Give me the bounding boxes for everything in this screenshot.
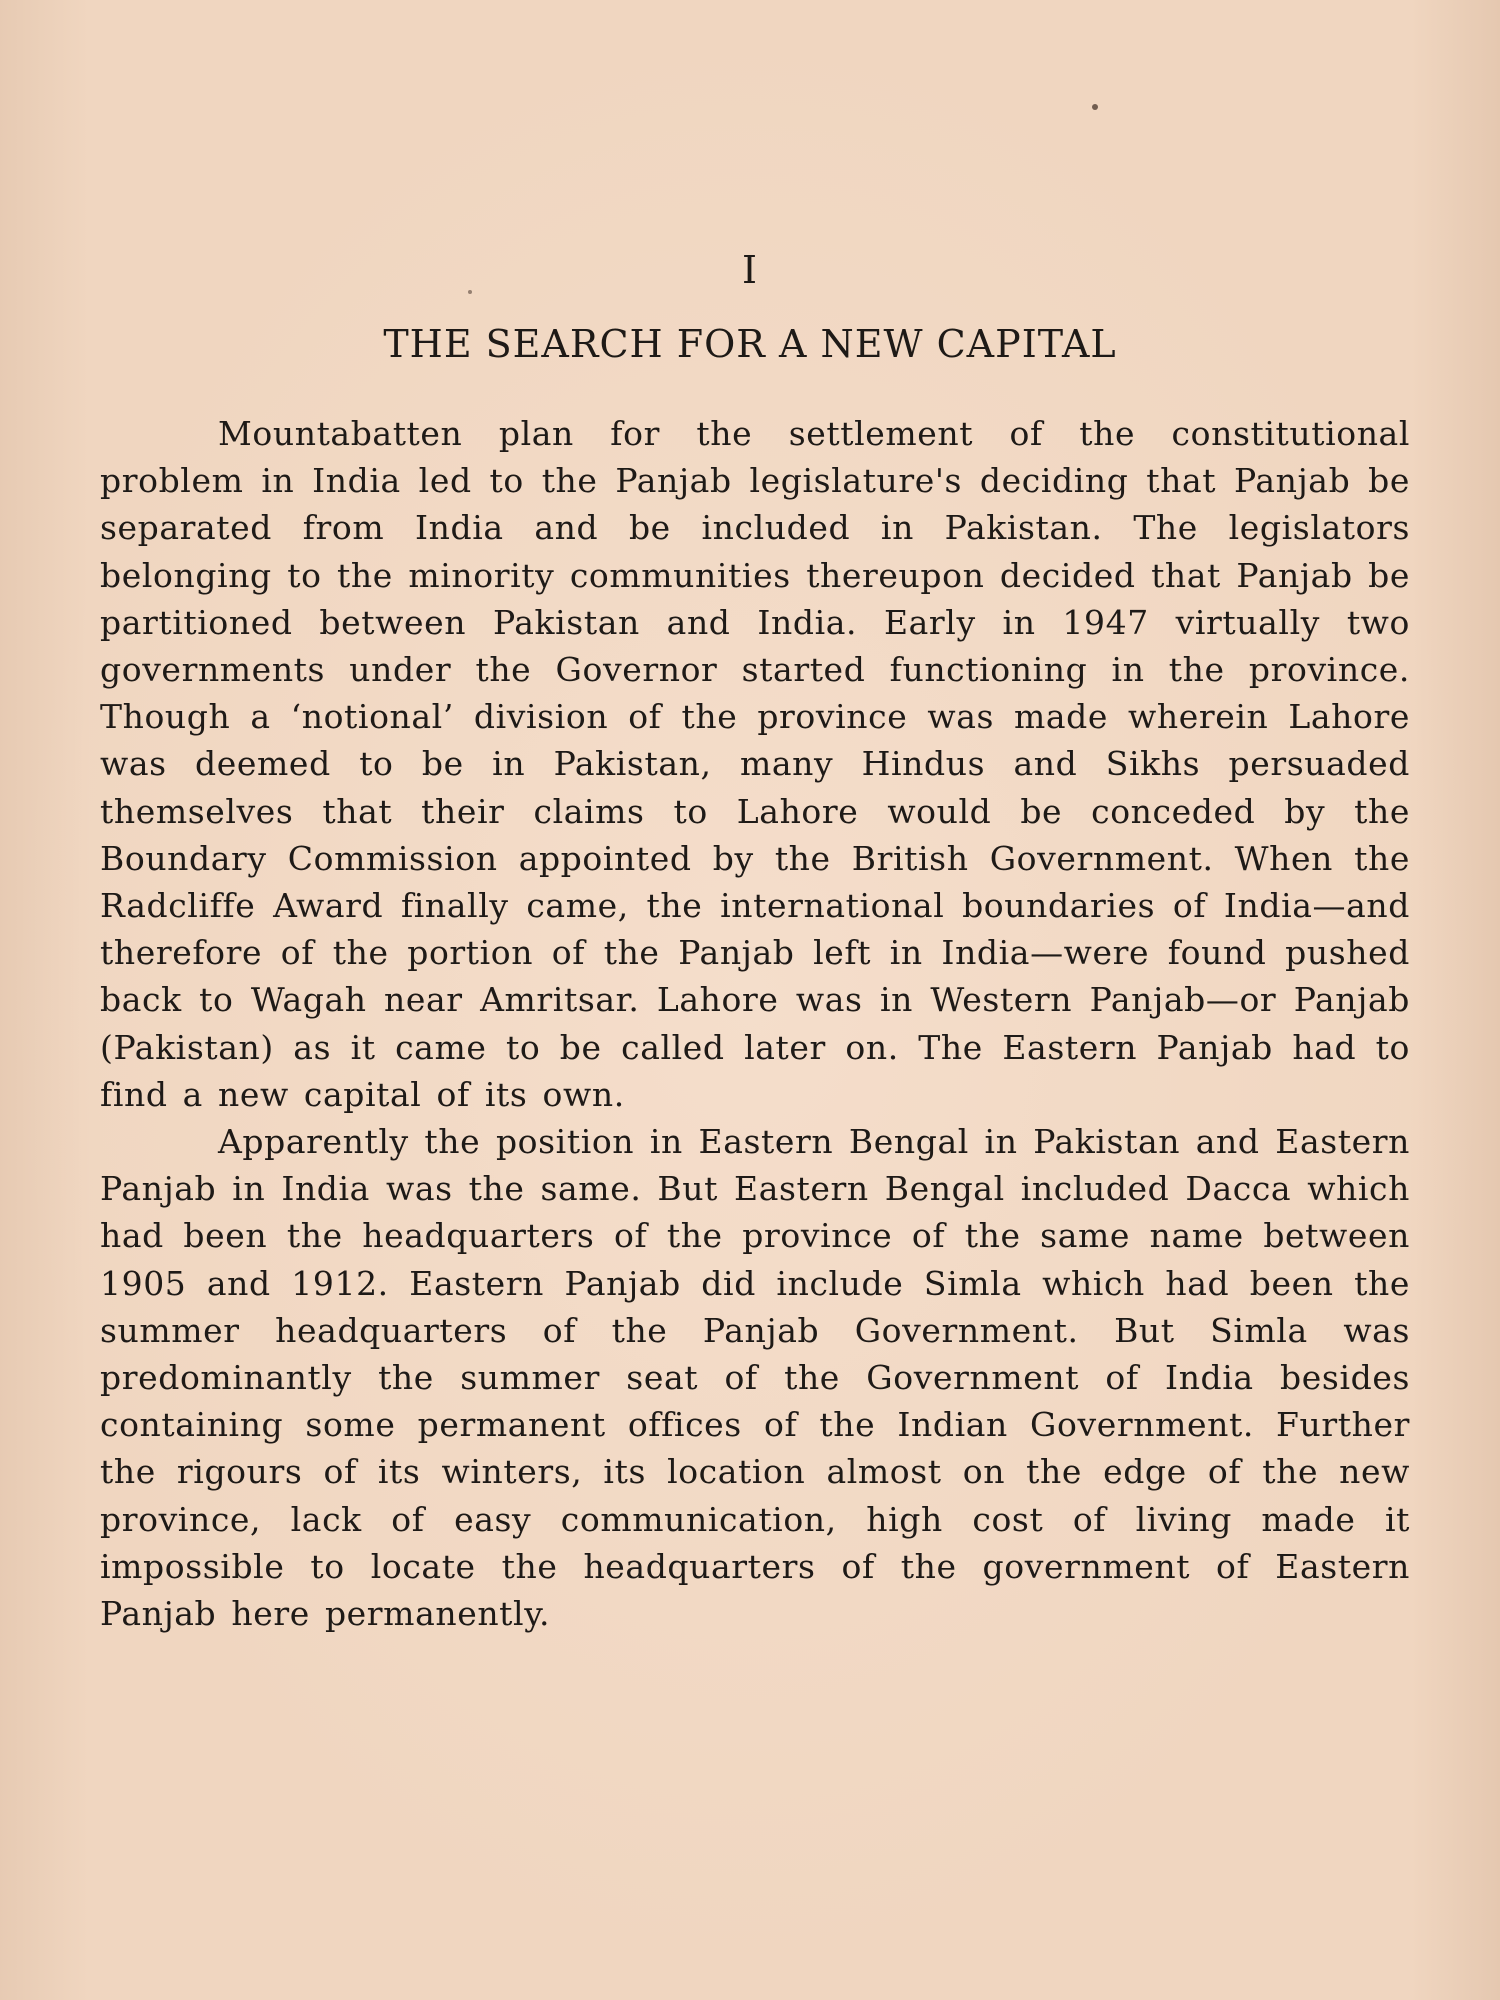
chapter-number: I	[741, 248, 758, 292]
paper-speck	[1092, 104, 1098, 110]
chapter-title: THE SEARCH FOR A NEW CAPITAL	[383, 322, 1117, 366]
paper-speck	[468, 290, 472, 294]
paragraph-2: Apparently the position in Eastern Bengal in Pakistan and Eastern Panjab in India was the same. But Eastern Bengal included Dacca which had been the headquarters of the province of the same name between 1905 and 1912. Eastern Panjab did include Simla which had been the summer headquarters of the Panjab Government. But Simla was predominantly the summer seat of the Government of India besides containing some permanent offices of the Indian Government. Further the rigours of its winters, its location almost on the edge of the new province, lack of easy communication, high cost of living made it impossible to locate the headquarters of the government of Eastern Panjab here permanently.	[100, 1122, 1410, 1634]
chapter-body	[100, 410, 1410, 1637]
paragraph-1: Mountabatten plan for the settlement of the constitutional problem in India led to the Panjab legislature's deciding that Panjab be separated from India and be included in Pakistan. The legislators belonging to the minority communities thereupon decided that Panjab be partitioned between Pakistan and India. Early in 1947 virtually two governments under the Governor started functioning in the province. Though a ‘notional’ division of the province was made wherein Lahore was deemed to be in Pakistan, many Hindus and Sikhs persuaded themselves that their claims to Lahore would be conceded by the Boundary Commission appointed by the British Government. When the Radcliffe Award finally came, the international boundaries of India—and therefore of the portion of the Panjab left in India—were found pushed back to Wagah near Amritsar. Lahore was in Western Panjab—or Panjab (Pakistan) as it came to be called later on. The Eastern Panjab had to find a new capital of its own.	[100, 414, 1410, 1114]
